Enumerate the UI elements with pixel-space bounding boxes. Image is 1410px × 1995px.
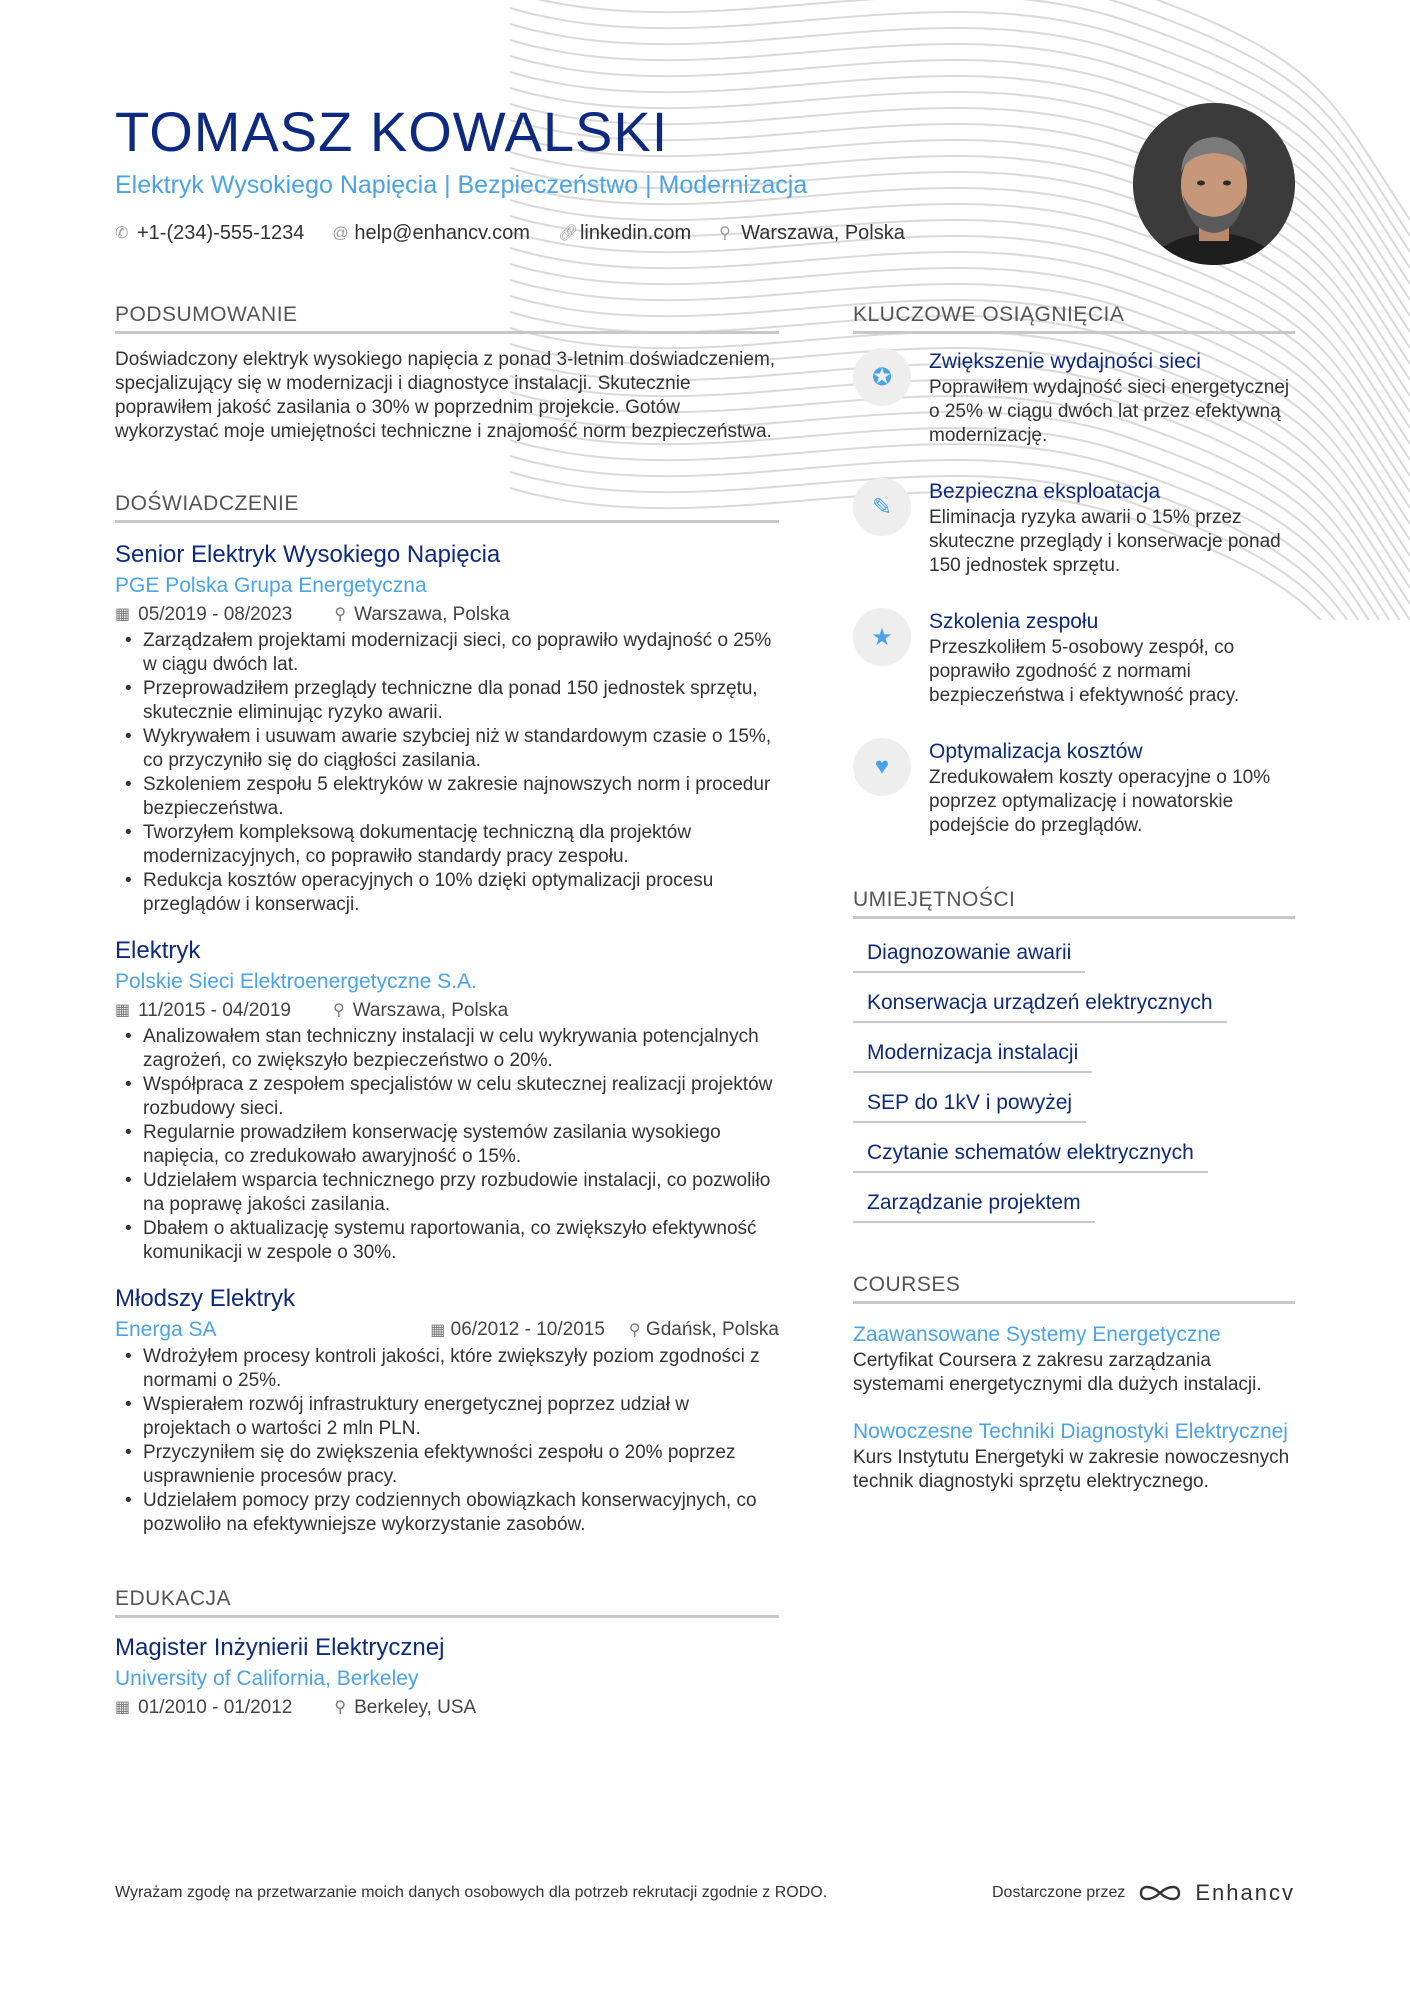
job-entry	[115, 1283, 779, 1537]
skill-tag: Diagnozowanie awarii	[853, 931, 1085, 973]
powered-by-label: Dostarczone przez	[991, 1884, 1126, 1901]
job-bullet: • Dbałem o aktualizację systemu raportowania, co zwiększyło efektywność komunikacji w zespole o 30%.	[115, 1217, 779, 1265]
job-location: Warszawa, Polska	[354, 604, 510, 625]
section-title-summary: PODSUMOWANIE	[115, 303, 779, 334]
section-title-achievements: KLUCZOWE OSIĄGNIĘCIA	[853, 303, 1295, 334]
section-title-education: EDUKACJA	[115, 1587, 779, 1618]
job-bullet: • Szkoleniem zespołu 5 elektryków w zakresie najnowszych norm i procedur bezpieczeństwa.	[115, 773, 779, 821]
achievement-item	[853, 348, 1295, 448]
job-bullet: • Udzielałem wsparcia technicznego przy rozbudowie instalacji, co pozwoliło na poprawę jakości zasilania.	[115, 1169, 779, 1217]
achievement-title: Bezpieczna eksploatacja	[929, 480, 1161, 503]
experience-section	[115, 492, 779, 1537]
achievement-text: Poprawiłem wydajność sieci energetycznej o 25% w ciągu dwóch lat przez efektywną modernizację.	[929, 377, 1290, 446]
skill-tag: SEP do 1kV i powyżej	[853, 1081, 1086, 1123]
brand-attribution[interactable]	[992, 1880, 1295, 1906]
school-name: University of California, Berkeley	[115, 1667, 419, 1690]
job-bullet: • Redukcja kosztów operacyjnych o 10% dzięki optymalizacji procesu przeglądów i konserwacji.	[115, 869, 779, 917]
job-entry	[115, 539, 779, 917]
course-item	[853, 1417, 1295, 1494]
job-bullets	[115, 1345, 779, 1537]
linkedin-text: linkedin.com	[579, 222, 692, 244]
job-bullet: • Analizowałem stan techniczny instalacji w celu wykrywania potencjalnych zagrożeń, co zwiększyło bezpieczeństwo o 20%.	[115, 1025, 779, 1073]
job-meta	[430, 1315, 779, 1345]
job-location-wrap	[629, 1319, 779, 1341]
contact-linkedin[interactable]	[558, 222, 691, 245]
left-column	[115, 303, 779, 1722]
phone-icon: ✆	[115, 224, 129, 242]
job-bullet: • Przyczyniłem się do zwiększenia efektywności zespołu o 20% poprzez usprawnienie procesów pracy.	[115, 1441, 779, 1489]
skills-list	[853, 931, 1295, 1223]
location-pin-icon: ⚲	[332, 1002, 345, 1019]
course-item	[853, 1320, 1295, 1397]
job-bullet: • Wspierałem rozwój infrastruktury energetycznej poprzez udział w projektach o wartości 2 mln PLN.	[115, 1393, 779, 1441]
magic-wand-icon: ✎	[853, 478, 911, 536]
job-bullets	[115, 629, 779, 917]
location-pin-icon: ⚲	[719, 224, 731, 242]
course-title: Nowoczesne Techniki Diagnostyki Elektrycznej	[853, 1420, 1288, 1443]
job-bullets	[115, 1025, 779, 1265]
award-icon: ✪	[853, 348, 911, 406]
calendar-icon: ▦	[115, 1699, 131, 1716]
summary-section	[115, 303, 779, 444]
job-dates: 05/2019 - 08/2023	[138, 604, 293, 625]
job-title: Elektryk	[115, 937, 201, 964]
achievement-title: Szkolenia zespołu	[929, 610, 1099, 633]
calendar-icon: ▦	[115, 606, 131, 623]
location-text: Warszawa, Polska	[741, 222, 905, 244]
skills-section	[853, 888, 1295, 1223]
skill-tag: Zarządzanie projektem	[853, 1181, 1095, 1223]
job-company: Energa SA	[115, 1318, 217, 1341]
education-section	[115, 1587, 779, 1722]
calendar-icon: ▦	[115, 1002, 131, 1019]
course-text: Certyfikat Coursera z zakresu zarządzania systemami energetycznymi dla dużych instalacji.	[853, 1350, 1262, 1395]
job-bullet: • Przeprowadziłem przeglądy techniczne dla ponad 150 jednostek sprzętu, skutecznie eliminując ryzyko awarii.	[115, 677, 779, 725]
section-title-skills: UMIEJĘTNOŚCI	[853, 888, 1295, 919]
course-title: Zaawansowane Systemy Energetyczne	[853, 1323, 1221, 1346]
section-title-courses: COURSES	[853, 1273, 1295, 1304]
job-company: Polskie Sieci Elektroenergetyczne S.A.	[115, 970, 477, 993]
profile-photo	[1133, 103, 1295, 265]
education-location: Berkeley, USA	[354, 1697, 477, 1718]
page-footer	[115, 1880, 1295, 1906]
job-title: Senior Elektryk Wysokiego Napięcia	[115, 541, 501, 568]
job-entry	[115, 935, 779, 1265]
course-text: Kurs Instytutu Energetyki w zakresie nowoczesnych technik diagnostyki sprzętu elektrycznego.	[853, 1447, 1290, 1492]
job-dates: 11/2015 - 04/2019	[138, 1000, 291, 1021]
job-meta	[115, 997, 779, 1025]
contact-phone[interactable]	[115, 222, 304, 245]
education-meta	[115, 1694, 779, 1722]
job-bullet: • Wdrożyłem procesy kontroli jakości, które zwiększyły poziom zgodności z normami o 25%.	[115, 1345, 779, 1393]
candidate-headline: Elektryk Wysokiego Napięcia | Bezpieczeństwo | Modernizacja	[115, 171, 808, 199]
achievement-item	[853, 478, 1295, 578]
contact-email[interactable]	[332, 222, 530, 245]
job-company: PGE Polska Grupa Energetyczna	[115, 574, 427, 597]
job-bullet: • Wykrywałem i usuwam awarie szybciej niż w standardowym czasie o 15%, co przyczyniło się do ciągłości zasilania.	[115, 725, 779, 773]
job-dates-wrap	[430, 1319, 605, 1341]
star-icon: ★	[853, 608, 911, 666]
contact-bar	[115, 222, 1115, 245]
job-dates: 06/2012 - 10/2015	[450, 1319, 605, 1340]
job-location: Gdańsk, Polska	[645, 1319, 779, 1340]
achievement-text: Przeszkoliłem 5-osobowy zespół, co poprawiło zgodność z normami bezpieczeństwa i efektywność pracy.	[929, 637, 1240, 706]
achievement-title: Zwiększenie wydajności sieci	[929, 350, 1201, 373]
achievement-text: Eliminacja ryzyka awarii o 15% przez skuteczne przeglądy i konserwacje ponad 150 jednostek sprzętu.	[929, 507, 1281, 576]
heart-icon: ♥	[853, 738, 911, 796]
location-pin-icon: ⚲	[334, 606, 347, 623]
summary-text: Doświadczony elektryk wysokiego napięcia z ponad 3-letnim doświadczeniem, specjalizujący się w modernizacji i diagnostyce instalacji. Skutecznie poprawiłem jakość zasilania o 30% w poprzednim projekcie. Gotów wykorzystać moje umiejętności techniczne i znajomość norm bezpieczeństwa.	[115, 349, 776, 442]
skill-tag: Czytanie schematów elektrycznych	[853, 1131, 1208, 1173]
link-icon: 🔗︎	[557, 224, 579, 242]
achievement-item	[853, 608, 1295, 708]
brand-name: Enhancv	[1195, 1880, 1295, 1905]
job-bullet: • Współpraca z zespołem specjalistów w celu skutecznej realizacji projektów rozbudowy sieci.	[115, 1073, 779, 1121]
at-icon: @	[332, 224, 349, 242]
achievement-item	[853, 738, 1295, 838]
candidate-name: TOMASZ KOWALSKI	[115, 100, 669, 163]
job-location: Warszawa, Polska	[352, 1000, 509, 1021]
achievements-section	[853, 303, 1295, 838]
skill-tag: Konserwacja urządzeń elektrycznych	[853, 981, 1227, 1023]
location-pin-icon: ⚲	[334, 1699, 347, 1716]
job-bullet: • Regularnie prowadziłem konserwację systemów zasilania wysokiego napięcia, co zredukowało awaryjność o 15%.	[115, 1121, 779, 1169]
email-text: help@enhancv.com	[354, 222, 530, 244]
job-bullet: • Udzielałem pomocy przy codziennych obowiązkach konserwacyjnych, co pozwoliło na efektywniejsze wykorzystanie zasobów.	[115, 1489, 779, 1537]
job-bullet: • Zarządzałem projektami modernizacji sieci, co poprawiło wydajność o 25% w ciągu dwóch lat.	[115, 629, 779, 677]
phone-text: +1-(234)-555-1234	[137, 222, 305, 244]
resume-header	[115, 100, 1115, 245]
job-company-row	[115, 1315, 779, 1345]
job-title: Młodszy Elektryk	[115, 1285, 296, 1312]
education-entry	[115, 1632, 779, 1722]
enhancv-logo-icon	[1137, 1881, 1183, 1905]
job-meta	[115, 601, 779, 629]
gdpr-consent: Wyrażam zgodę na przetwarzanie moich danych osobowych dla potrzeb rekrutacji zgodnie z RODO.	[115, 1884, 828, 1901]
achievement-text: Zredukowałem koszty operacyjne o 10% poprzez optymalizację i nowatorskie podejście do przeglądów.	[929, 767, 1271, 836]
degree-title: Magister Inżynierii Elektrycznej	[115, 1634, 445, 1661]
skill-tag: Modernizacja instalacji	[853, 1031, 1092, 1073]
education-dates: 01/2010 - 01/2012	[138, 1697, 293, 1718]
contact-location	[719, 222, 905, 245]
job-bullet: • Tworzyłem kompleksową dokumentację techniczną dla projektów modernizacyjnych, co poprawiło standardy pracy zespołu.	[115, 821, 779, 869]
courses-section	[853, 1273, 1295, 1494]
location-pin-icon: ⚲	[628, 1322, 641, 1339]
achievement-title: Optymalizacja kosztów	[929, 740, 1143, 763]
right-column	[853, 303, 1295, 1494]
section-title-experience: DOŚWIADCZENIE	[115, 492, 779, 523]
calendar-icon: ▦	[430, 1322, 446, 1339]
